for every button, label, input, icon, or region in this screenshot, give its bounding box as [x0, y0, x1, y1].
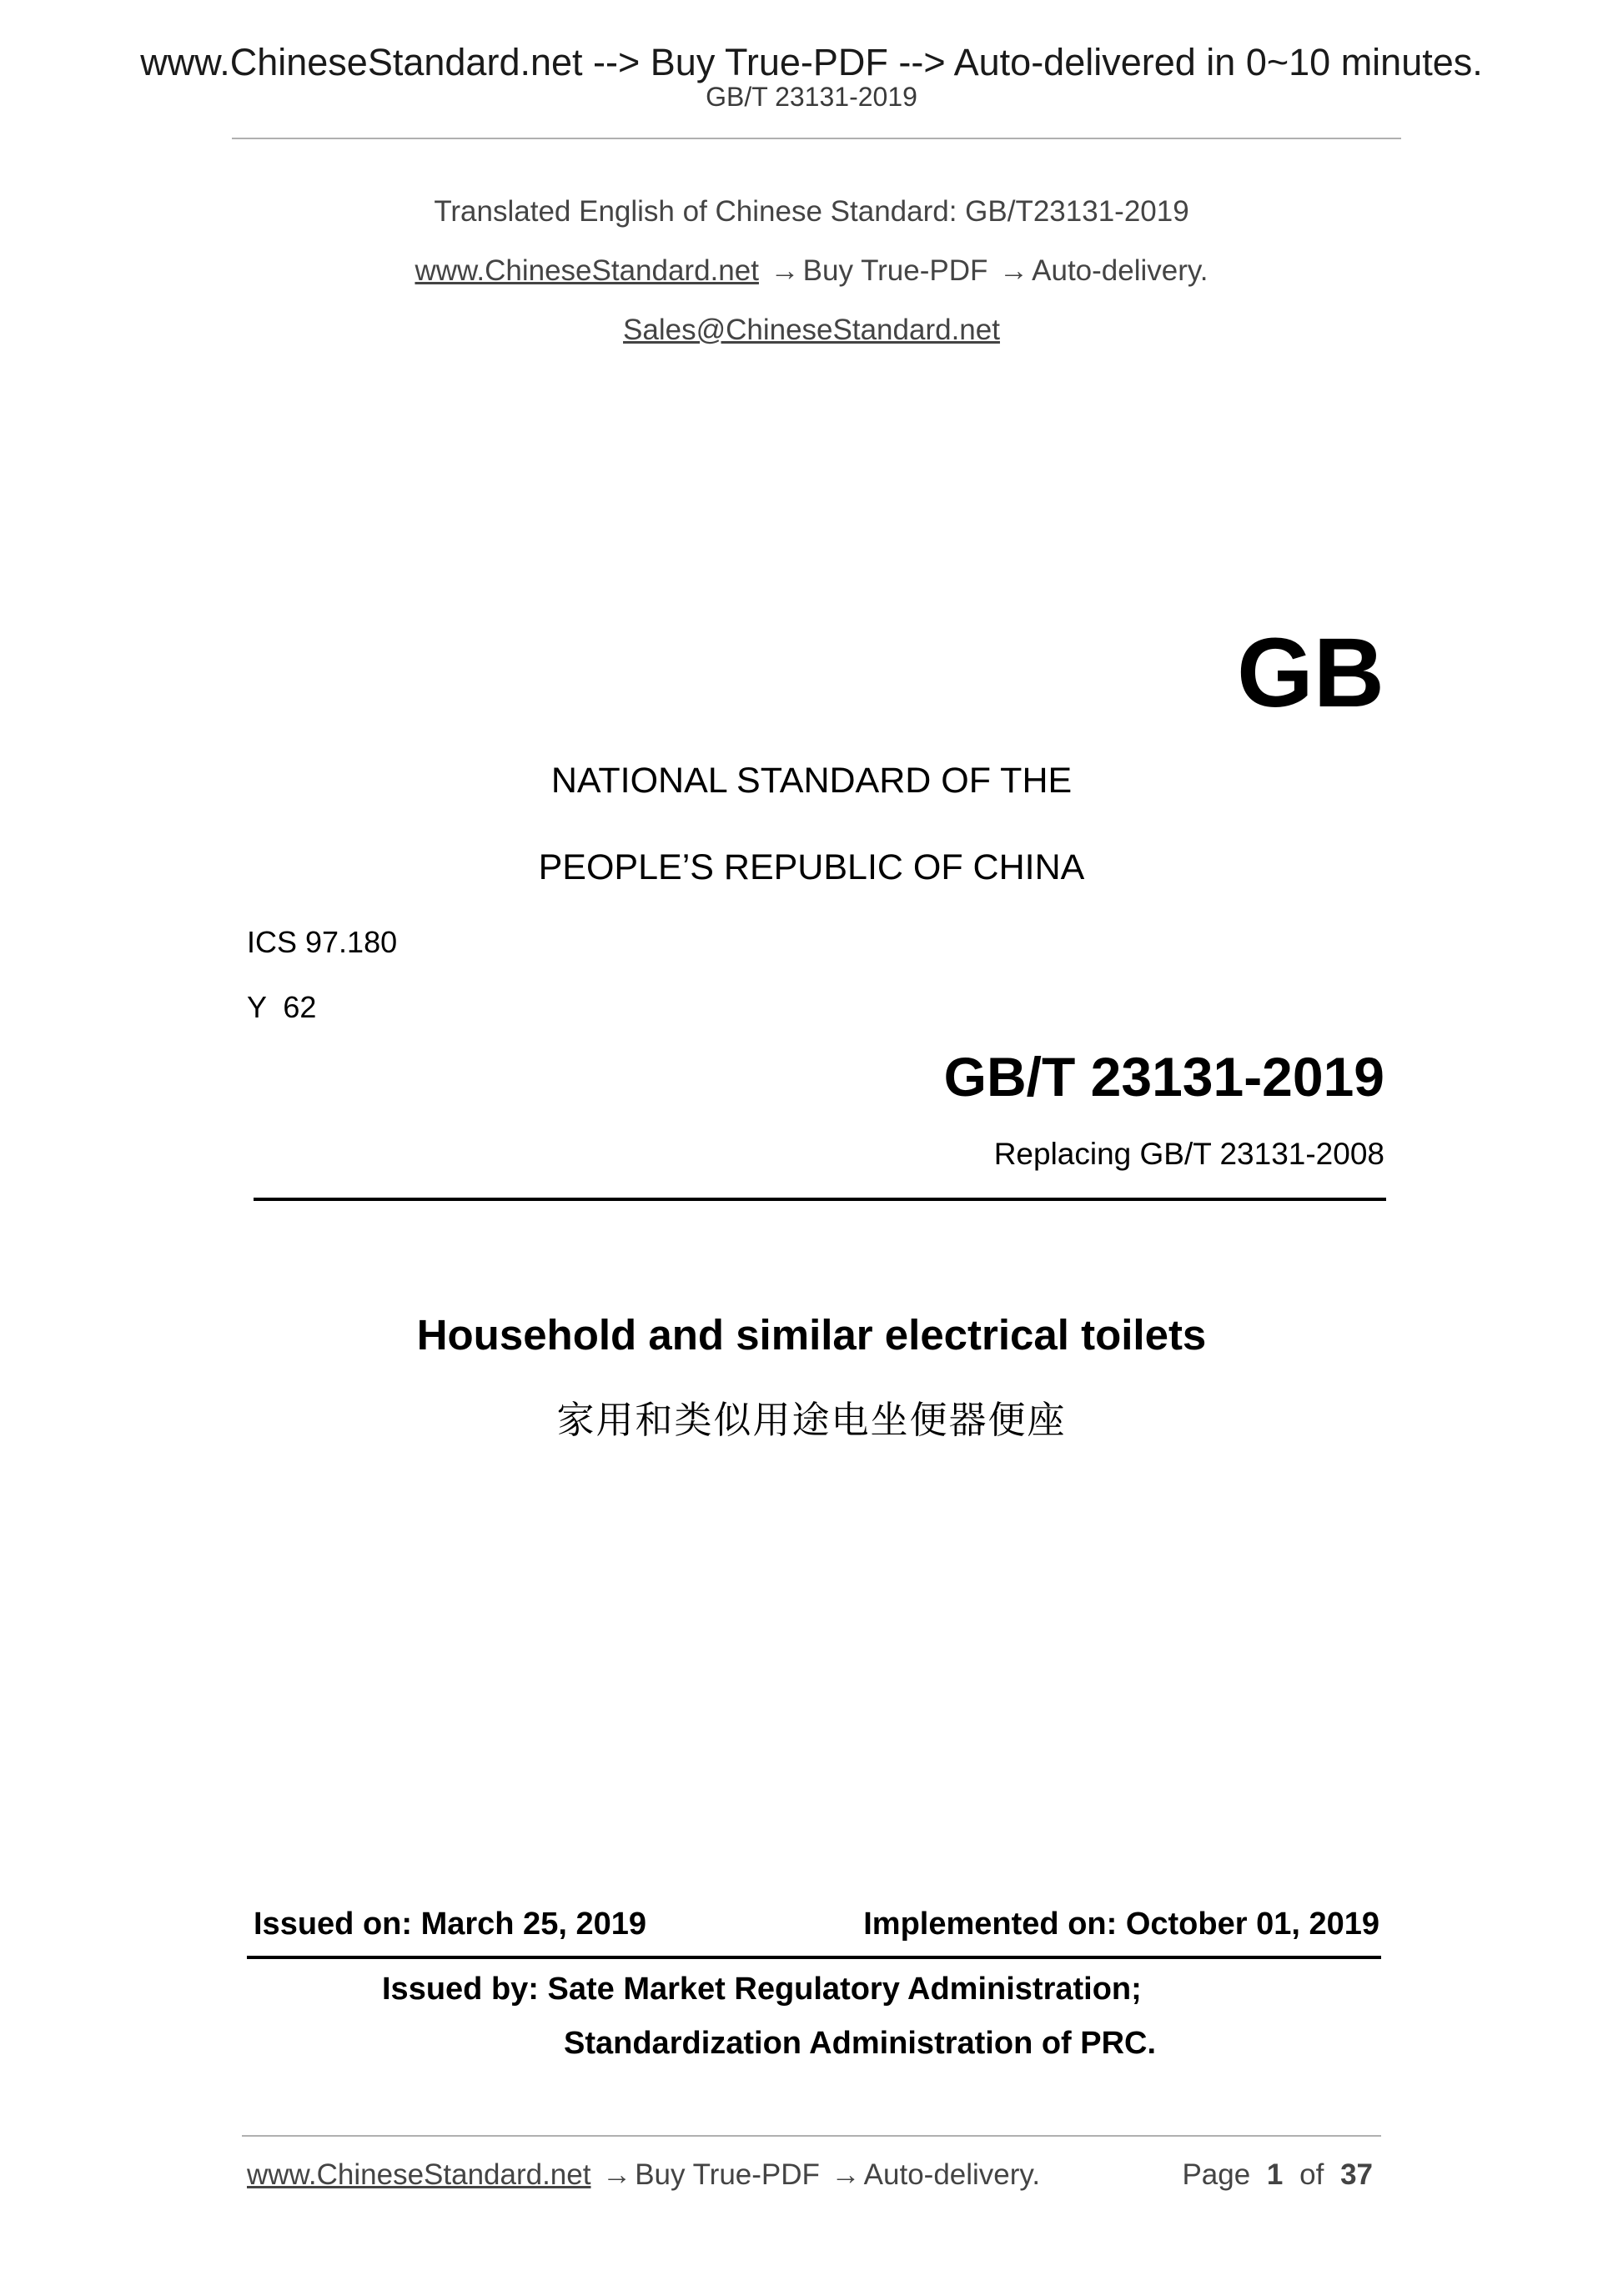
page-total: 37	[1340, 2158, 1373, 2191]
gb-logo-mark: GB	[1237, 618, 1384, 728]
footer-promo	[247, 2160, 1040, 2189]
page-current: 1	[1266, 2158, 1284, 2191]
translated-notice: Translated English of Chinese Standard: GB/T23131-2019	[434, 195, 1189, 228]
promo-line	[0, 256, 1623, 285]
auto-delivery-text: Auto-delivery.	[1032, 254, 1208, 287]
arrow-right-icon: →	[999, 254, 1029, 287]
title-divider	[254, 1198, 1386, 1201]
arrow-right-icon: →	[831, 2158, 861, 2191]
email-line	[0, 315, 1623, 344]
ccs-code: Y 62	[247, 990, 317, 1024]
arrow-right-icon: →	[770, 254, 800, 287]
running-header: GB/T 23131-2019	[706, 82, 917, 112]
standard-number: GB/T 23131-2019	[943, 1046, 1384, 1108]
page-label: Page	[1182, 2158, 1251, 2191]
site-link[interactable]: www.ChineseStandard.net	[415, 254, 759, 287]
implemented-on: Implemented on: October 01, 2019	[863, 1907, 1379, 1942]
footer-buy-text: Buy True-PDF	[635, 2158, 820, 2191]
arrow-right-icon: →	[602, 2158, 632, 2191]
issue-divider	[247, 1956, 1381, 1959]
email-link[interactable]: Sales@ChineseStandard.net	[623, 314, 1000, 346]
buy-text: Buy True-PDF	[802, 254, 988, 287]
replacing-note: Replacing GB/T 23131-2008	[993, 1137, 1384, 1171]
header-divider	[232, 138, 1401, 139]
footer-divider	[242, 2135, 1381, 2137]
of-label: of	[1299, 2158, 1324, 2191]
national-standard-line2: PEOPLE’S REPUBLIC OF CHINA	[538, 847, 1085, 887]
ics-code: ICS 97.180	[247, 925, 398, 959]
document-title-en: Household and similar electrical toilets	[416, 1311, 1207, 1359]
footer-auto-text: Auto-delivery.	[863, 2158, 1041, 2191]
issued-by-line1: Issued by: Sate Market Regulatory Administration;	[382, 1972, 1142, 2007]
issued-by-line2: Standardization Administration of PRC.	[564, 2026, 1157, 2061]
page-indicator	[1182, 2160, 1373, 2189]
issued-on: Issued on: March 25, 2019	[254, 1907, 646, 1942]
banner-text: www.ChineseStandard.net --> Buy True-PDF --> Auto-delivered in 0~10 minutes.	[140, 41, 1483, 83]
footer-site-link[interactable]: www.ChineseStandard.net	[247, 2158, 591, 2191]
document-title-cn: 家用和类似用途电坐便器便座	[556, 1398, 1067, 1442]
national-standard-line1: NATIONAL STANDARD OF THE	[550, 761, 1073, 801]
